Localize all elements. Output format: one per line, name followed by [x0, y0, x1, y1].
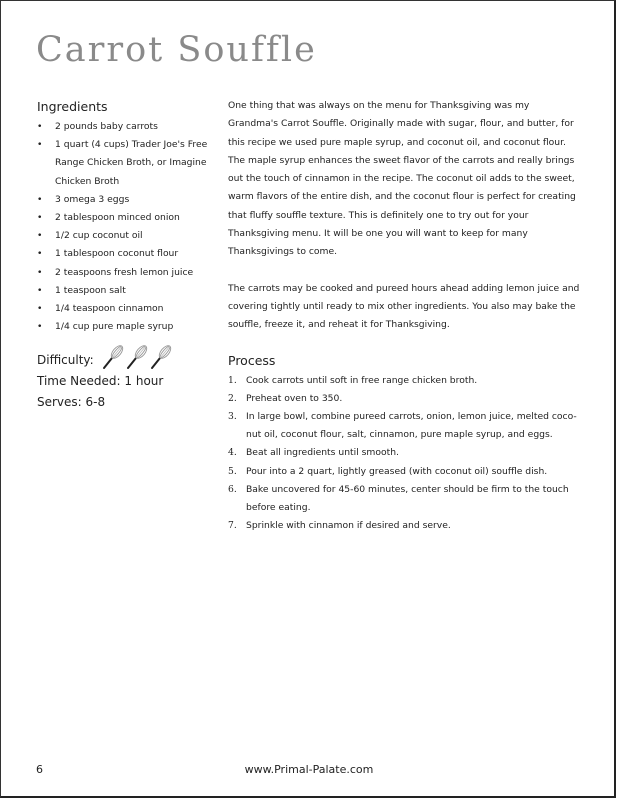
- step-text: Bake uncovered for 45-60 minutes, center should be firm to the touch before eating.: [246, 483, 569, 513]
- step-number: 2.: [228, 392, 237, 404]
- step-text: Cook carrots until soft in free range chicken broth.: [246, 374, 478, 386]
- process-step: [228, 372, 580, 390]
- ingredients-list: [37, 118, 217, 336]
- process-step: [228, 517, 580, 535]
- step-number: 6.: [228, 483, 237, 495]
- page-number: 6: [36, 763, 43, 776]
- ingredient-item: • 2 teaspoons fresh lemon juice: [37, 264, 217, 282]
- ingredient-item: • 1/4 cup pure maple syrup: [37, 318, 217, 336]
- step-number: 1.: [228, 374, 237, 386]
- difficulty-label: Difficulty:: [37, 353, 94, 368]
- step-text: Pour into a 2 quart, lightly greased (with coconut oil) souffle dish.: [246, 465, 548, 477]
- intro-paragraph: One thing that was always on the menu for Thanksgiving was my Grandma's Carrot Souffle. Originally made with sugar, flour, and butter, for this recipe we used pure maple syrup, and coconut oil, and coconut flour. The maple syrup enhances the sweet flavor of the carrots and really brings out the touch of cinnamon in the recipe. The coconut oil adds to the sweet, warm flavors of the entire dish, and the coconut flour is perfect for creating that fluffy souffle texture. This is definitely one to try out for your Thanksgiving menu. It will be one you will want to keep for many Thanksgivings to come.: [228, 100, 576, 258]
- difficulty-row: [37, 350, 217, 371]
- website-url: www.Primal-Palate.com: [244, 763, 374, 776]
- step-number: 5.: [228, 465, 237, 477]
- serves: Serves: 6-8: [37, 395, 106, 410]
- step-number: 7.: [228, 520, 237, 532]
- description-column: [228, 97, 580, 535]
- ingredient-item: • 1 quart (4 cups) Trader Joe's Free Range Chicken Broth, or Imagine Chicken Broth: [37, 136, 217, 191]
- ingredient-item: • 2 tablespoon minced onion: [37, 209, 217, 227]
- time-needed: Time Needed: 1 hour: [37, 374, 164, 389]
- step-text: Beat all ingredients until smooth.: [246, 447, 399, 459]
- step-text: Preheat oven to 350.: [246, 392, 343, 404]
- process-steps: [228, 372, 580, 536]
- ingredient-item: • 1/4 teaspoon cinnamon: [37, 300, 217, 318]
- process-step: [228, 390, 580, 408]
- process-step: [228, 408, 580, 444]
- process-step: [228, 463, 580, 481]
- ingredient-item: • 1/2 cup coconut oil: [37, 227, 217, 245]
- ingredients-column: [37, 99, 217, 413]
- ingredient-item: • 1 teaspoon salt: [37, 282, 217, 300]
- step-text: In large bowl, combine pureed carrots, onion, lemon juice, melted coco-nut oil, coconut flour, salt, cinnamon, pure maple syrup, and eggs.: [246, 410, 577, 441]
- process-step: [228, 444, 580, 462]
- recipe-meta: [37, 350, 217, 413]
- process-step: [228, 481, 580, 517]
- step-number: 3.: [228, 410, 237, 422]
- step-number: 4.: [228, 447, 237, 459]
- ingredients-heading: Ingredients: [37, 99, 108, 114]
- process-section: [228, 353, 580, 536]
- ingredient-item: • 3 omega 3 eggs: [37, 191, 217, 209]
- intro-paragraph: The carrots may be cooked and pureed hours ahead adding lemon juice and covering tightly until ready to mix other ingredients. You also may bake the souffle, freeze it, and reheat it for Thanksgiving.: [228, 282, 580, 331]
- ingredient-item: • 1 tablespoon coconut flour: [37, 245, 217, 263]
- recipe-title: Carrot Souffle: [36, 30, 317, 70]
- ingredient-item: • 2 pounds baby carrots: [37, 118, 217, 136]
- process-heading: Process: [228, 352, 276, 368]
- step-text: Sprinkle with cinnamon if desired and serve.: [246, 520, 451, 532]
